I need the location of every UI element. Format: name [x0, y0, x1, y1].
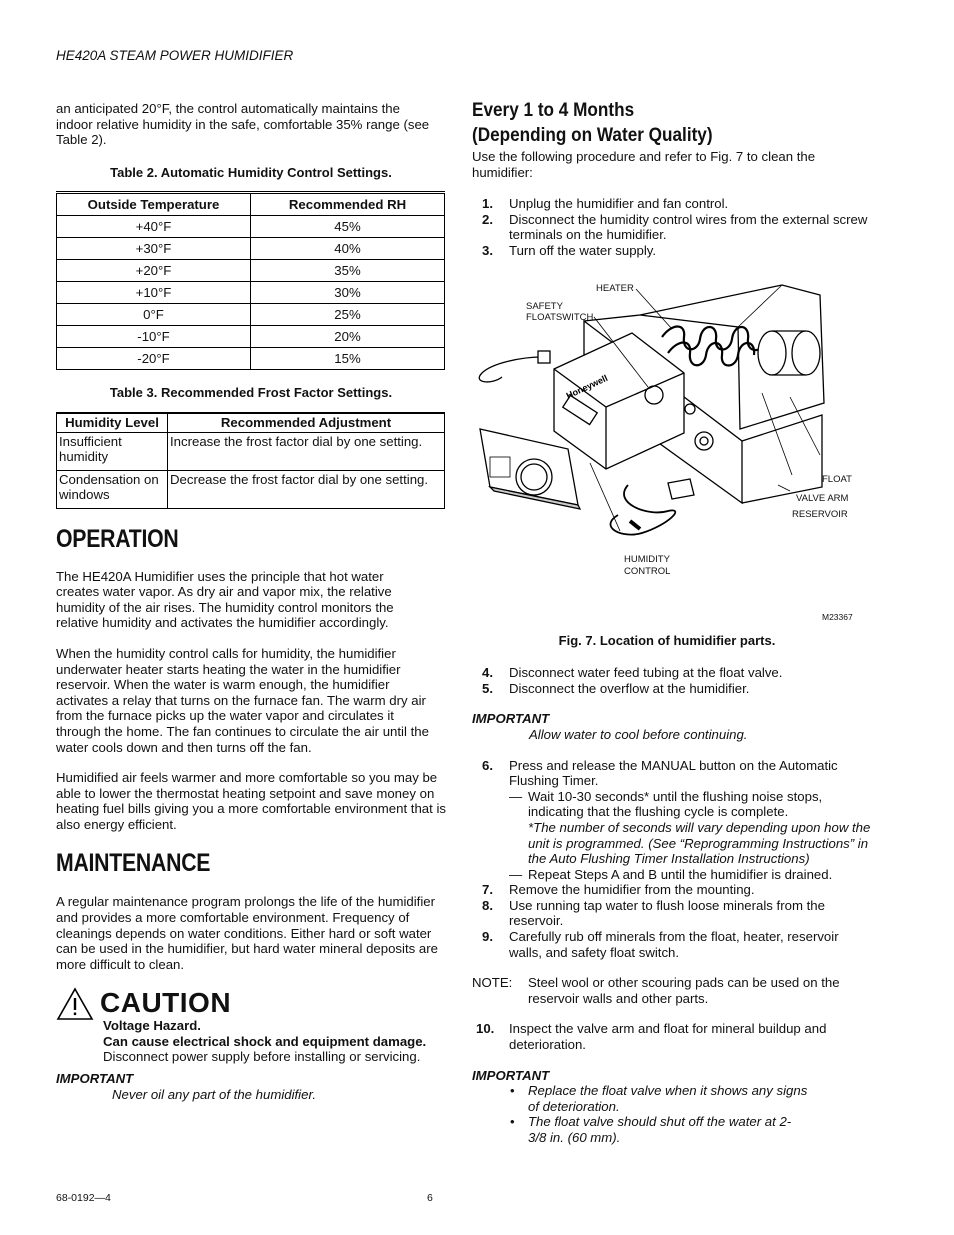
caution-block: [56, 986, 446, 1064]
section-heading-line-1: Every 1 to 4 Months: [472, 99, 635, 121]
warning-triangle-icon: [56, 987, 94, 1021]
important-text-1: Allow water to cool before continuing.: [529, 726, 748, 742]
right-intro: Use the following procedure and refer to Fig. 7 to clean the humidifier:: [472, 149, 816, 180]
steps-list-c: [472, 882, 872, 960]
note-label: NOTE:: [472, 975, 513, 991]
caution-title: CAUTION: [100, 987, 232, 1019]
label-float: FLOAT: [822, 473, 852, 485]
figure-caption: Fig. 7. Location of humidifier parts.: [558, 632, 776, 648]
important-label-1: IMPORTANT: [472, 711, 550, 727]
table2-cell: 30%: [251, 282, 445, 304]
table2-cell: +30°F: [57, 238, 251, 260]
table2-caption: Table 2. Automatic Humidity Control Settings.: [110, 164, 392, 180]
running-header: HE420A STEAM POWER HUMIDIFIER: [56, 48, 294, 63]
operation-paragraph-2: When the humidity control calls for humidity, the humidifier underwater heater starts heating the water in the humidifier reservoir. When the water is warm enough, the humidifier activates a relay that turns on the furnace fan. The warm dry air from the furnace picks up the water vapor and circulates it through the home. The fan continues to circulate the air until the water cools down and then turns off the fan.: [56, 645, 429, 755]
list-item: 9. Carefully rub off minerals from the float, heater, reservoir walls, and safety float switch.: [482, 929, 839, 960]
list-item: 8. Use running tap water to flush loose minerals from the reservoir.: [482, 897, 825, 929]
table2-cell: 35%: [251, 260, 445, 282]
table2-cell: 45%: [251, 216, 445, 238]
list-item: 4. Disconnect water feed tubing at the float valve.: [482, 665, 783, 681]
caution-line-3: Disconnect power supply before installing or servicing.: [103, 1049, 421, 1065]
table2-header-temp: Outside Temperature: [57, 193, 251, 216]
note-block: [472, 975, 872, 1006]
table2-cell: +40°F: [57, 216, 251, 238]
list-item: 2. Disconnect the humidity control wires from the external screw terminals on the humidifier.: [482, 211, 868, 243]
label-valve-arm: VALVE ARM: [796, 492, 849, 504]
table-row: [57, 304, 445, 326]
table-row: [57, 238, 445, 260]
maintenance-paragraph: A regular maintenance program prolongs the life of the humidifier and provides a more comfortable environment. Frequency of cleanings depends on water conditions. Either hard or soft water can be used in the humidifier, but hard water mineral deposits are more difficult to clean.: [56, 894, 438, 972]
operation-paragraph-1: The HE420A Humidifier uses the principle that hot water creates water vapor. As dry air and vapor mix, the relative humidity of the air rises. The humidity control monitors the relative humidity and activates the humidifier accordingly.: [56, 568, 394, 631]
label-control: CONTROL: [624, 565, 671, 577]
table-row: [57, 282, 445, 304]
humidifier-diagram: [472, 273, 872, 645]
footer-doc-number: 68-0192—4: [56, 1192, 111, 1204]
steps-list-b: [472, 665, 872, 696]
bullet-item: • Replace the float valve when it shows any signs of deterioration.: [510, 1083, 808, 1114]
label-humidity: HUMIDITY: [624, 553, 670, 565]
steps-list-10: [472, 1021, 872, 1052]
steps-list-a: [472, 196, 872, 258]
substep-1: — Wait 10-30 seconds* until the flushing noise stops, indicating that the flushing cycle is complete. *The number of seconds will vary depending upon how the unit is programmed. (See “Reprogramming Instructions” in the Auto Flushing Timer Installation Instructions): [509, 788, 871, 867]
table2-cell: 40%: [251, 238, 445, 260]
table2-cell: 0°F: [57, 304, 251, 326]
table3-cell: Insufficient humidity: [57, 432, 168, 470]
list-item: 7. Remove the humidifier from the mounting.: [482, 882, 755, 898]
table2-cell: 15%: [251, 348, 445, 370]
list-item: 10. Inspect the valve arm and float for mineral buildup and deterioration.: [476, 1021, 827, 1053]
table-row: [57, 260, 445, 282]
table2-cell: 20%: [251, 326, 445, 348]
label-floatswitch: FLOATSWITCH: [526, 311, 594, 323]
footer-page-number: 6: [427, 1192, 433, 1204]
list-item: 6. Press and release the MANUAL button on the Automatic Flushing Timer.: [482, 757, 838, 789]
label-safety: SAFETY: [526, 300, 563, 312]
table2-cell: 25%: [251, 304, 445, 326]
honeywell-brand-label: Honeywell: [564, 372, 610, 401]
table2-cell: +20°F: [57, 260, 251, 282]
table2-header-rh: Recommended RH: [251, 193, 445, 216]
list-item: 1. Unplug the humidifier and fan control.: [482, 196, 729, 212]
caution-line-2: Can cause electrical shock and equipment damage.: [103, 1034, 427, 1050]
list-item: 3. Turn off the water supply.: [482, 242, 657, 258]
figure-7: [472, 273, 872, 645]
intro-paragraph: an anticipated 20°F, the control automatically maintains the indoor relative humidity in the safe, comfortable 35% range (see Table 2).: [56, 101, 430, 148]
table2-cell: +10°F: [57, 282, 251, 304]
caution-line-1: Voltage Hazard.: [103, 1018, 201, 1034]
table-row: [57, 216, 445, 238]
table3-cell: Decrease the frost factor dial by one setting.: [168, 470, 445, 508]
list-item: 5. Disconnect the overflow at the humidifier.: [482, 680, 750, 696]
label-heater: HEATER: [596, 282, 634, 294]
substep-2: — Repeat Steps A and B until the humidifier is drained.: [509, 866, 833, 882]
operation-heading: OPERATION: [56, 524, 179, 553]
table3-cell: Condensation on windows: [57, 470, 168, 508]
maintenance-heading: MAINTENANCE: [56, 849, 211, 878]
table2-cell: -20°F: [57, 348, 251, 370]
table3-caption: Table 3. Recommended Frost Factor Settings.: [109, 385, 393, 401]
note-text: Steel wool or other scouring pads can be used on the reservoir walls and other parts.: [528, 975, 840, 1006]
table2-cell: -10°F: [57, 326, 251, 348]
important-text: Never oil any part of the humidifier.: [112, 1087, 317, 1103]
table-row: [57, 348, 445, 370]
right-column: [472, 98, 872, 1146]
bullet-item: • The float valve should shut off the water at 2-3/8 in. (60 mm).: [510, 1114, 792, 1145]
table2: [56, 191, 445, 370]
figure-code: M23367: [822, 611, 853, 622]
left-column: [56, 101, 446, 1103]
important-label: IMPORTANT: [56, 1071, 134, 1087]
section-heading-line-2: (Depending on Water Quality): [472, 124, 713, 146]
table-row: [57, 326, 445, 348]
table3: [56, 412, 445, 509]
operation-paragraph-3: Humidified air feels warmer and more comfortable so you may be able to lower the thermostat heating setpoint and save money on heating fuel bills giving you a more comfortable environment that is also energy efficient.: [56, 770, 446, 832]
important-label-2: IMPORTANT: [472, 1067, 550, 1083]
table3-header-level: Humidity Level: [57, 413, 168, 432]
label-reservoir: RESERVOIR: [792, 508, 848, 520]
table3-cell: Increase the frost factor dial by one setting.: [168, 432, 445, 470]
substep-note: *The number of seconds will vary depending upon how the unit is programmed. (See “Reprogramming Instructions” in the Auto Flushing Timer Installation Instructions): [528, 819, 871, 867]
table3-header-adjust: Recommended Adjustment: [168, 413, 445, 432]
steps-list-6: [472, 758, 872, 789]
